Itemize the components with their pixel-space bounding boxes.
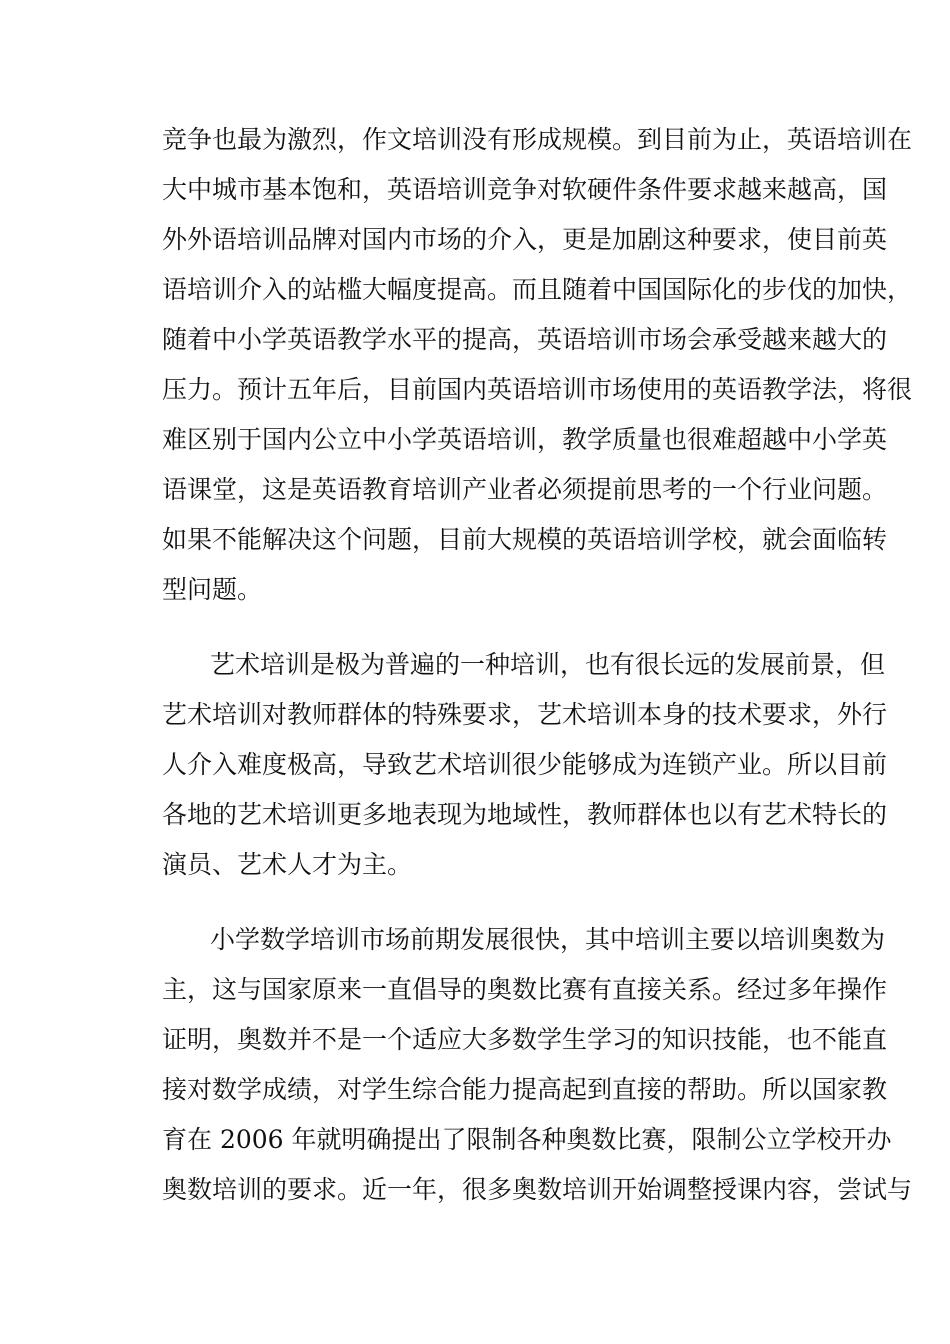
text-line: 外外语培训品牌对国内市场的介入，更是加剧这种要求，使目前英	[162, 225, 888, 254]
text-line: 如果不能解决这个问题，目前大规模的英语培训学校，就会面临转	[162, 525, 888, 554]
text-line: 大中城市基本饱和，英语培训竞争对软硬件条件要求越来越高，国	[162, 175, 888, 204]
text-line: 艺术培训对教师群体的特殊要求，艺术培训本身的技术要求，外行	[162, 700, 888, 729]
text-line: 小学数学培训市场前期发展很快，其中培训主要以培训奥数为	[210, 925, 886, 954]
text-line: 型问题。	[162, 575, 263, 604]
text-line: 随着中小学英语教学水平的提高，英语培训市场会承受越来越大的	[162, 325, 888, 354]
paragraph-math-training	[162, 915, 913, 1215]
paragraph-art-training	[162, 640, 888, 890]
text-line: 压力。预计五年后，目前国内英语培训市场使用的英语教学法，将很	[162, 375, 913, 404]
text-line: 难区别于国内公立中小学英语培训，教学质量也很难超越中小学英	[162, 425, 888, 454]
document-page	[162, 115, 913, 1240]
text-line: 奥数培训的要求。近一年，很多奥数培训开始调整授课内容，尝试与	[162, 1175, 913, 1204]
text-line: 各地的艺术培训更多地表现为地域性，教师群体也以有艺术特长的	[162, 800, 888, 829]
paragraph-english-training	[162, 115, 913, 615]
text-line: 语课堂，这是英语教育培训产业者必须提前思考的一个行业问题。	[162, 475, 888, 504]
text-line: 演员、艺术人才为主。	[162, 850, 413, 879]
text-line: 竞争也最为激烈，作文培训没有形成规模。到目前为止，英语培训在	[162, 125, 913, 154]
text-line: 人介入难度极高，导致艺术培训很少能够成为连锁产业。所以目前	[162, 750, 888, 779]
text-line: 艺术培训是极为普遍的一种培训，也有很长远的发展前景，但	[210, 650, 886, 679]
text-line: 接对数学成绩，对学生综合能力提高起到直接的帮助。所以国家教	[162, 1075, 888, 1104]
text-line: 主，这与国家原来一直倡导的奥数比赛有直接关系。经过多年操作	[162, 975, 888, 1004]
text-line: 育在 2006 年就明确提出了限制各种奥数比赛，限制公立学校开办	[162, 1125, 892, 1154]
text-line: 证明，奥数并不是一个适应大多数学生学习的知识技能，也不能直	[162, 1025, 888, 1054]
text-line: 语培训介入的站槛大幅度提高。而且随着中国国际化的步伐的加快，	[162, 275, 913, 304]
